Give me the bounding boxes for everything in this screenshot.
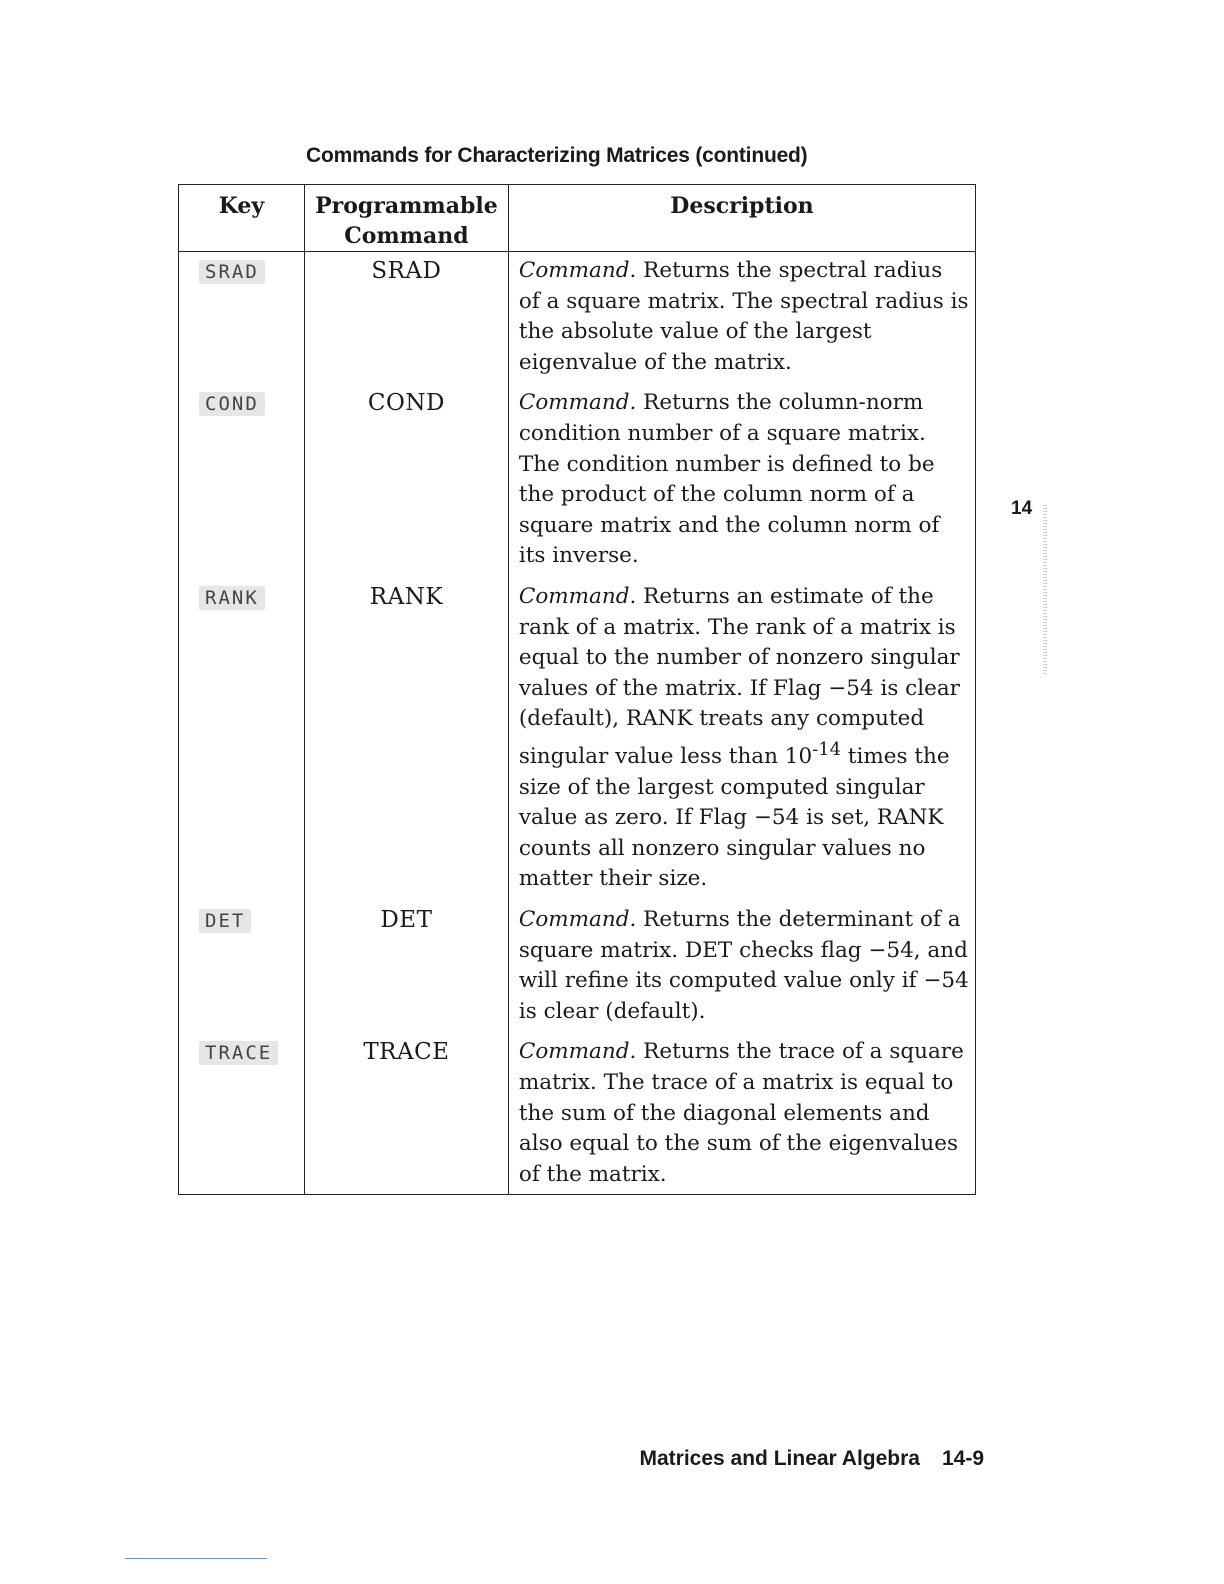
command-kind: Command. [518,1039,637,1065]
command-kind: Command. [518,907,637,933]
commands-table [178,184,976,1195]
command-name: SRAD [304,252,508,385]
header-command-line2: Command [344,223,469,249]
exponent: -14 [812,738,841,760]
header-row [179,185,976,252]
page-number: 14-9 [941,1447,984,1470]
table-row [179,901,976,1033]
description-text: Returns an estimate of the rank of a matrix. The rank of a matrix is equal to the number of nonzero singular values of the matrix. If Flag −54 is clear (default), RANK treats any computed singular value less than 10 [518,583,960,770]
description-cell [508,252,975,385]
softkey-trace[interactable]: TRACE [199,1041,278,1065]
command-kind: Command. [518,258,637,283]
softkey-srad[interactable]: SRAD [199,260,265,284]
description-text-continued: times the size of the largest computed singular value as zero. If Flag −54 is set, RANK counts all nonzero singular values no matter their size. [518,744,950,892]
description-text: Returns the spectral radius of a square matrix. The spectral radius is the absolute value of the largest eigenvalue of the matrix. [518,258,969,375]
command-name: COND [304,384,508,578]
description-text: Returns the column-norm condition number of a square matrix. The condition number is defined to be the product of the column norm of a square matrix and the column norm of its inverse. [518,390,940,569]
page-footer [639,1447,984,1471]
command-name: DET [304,901,508,1033]
description-text: Returns the determinant of a square matrix. DET checks flag −54, and will refine its computed value only if −54 is clear (default). [518,907,969,1024]
softkey-rank[interactable]: RANK [199,586,265,610]
softkey-det[interactable]: DET [199,909,251,933]
chapter-tab-strip [1043,505,1047,675]
table-row [179,1033,976,1194]
chapter-tab: 14 [1011,498,1033,519]
description-text: Returns the trace of a square matrix. The trace of a matrix is equal to the sum of the diagonal elements and also equal to the sum of the eigenvalues of the matrix. [518,1039,964,1187]
header-description: Description [508,185,975,252]
command-name: TRACE [304,1033,508,1194]
softkey-cond[interactable]: COND [199,392,265,416]
command-name: RANK [304,578,508,901]
header-command [304,185,508,252]
command-kind: Command. [518,390,637,416]
table-row [179,578,976,901]
table-row [179,384,976,578]
table-row [179,252,976,385]
footer-section-title: Matrices and Linear Algebra [639,1447,920,1470]
description-cell [508,1033,975,1194]
bottom-rule [125,1558,267,1559]
header-command-line1: Programmable [315,193,498,219]
table-title: Commands for Characterizing Matrices (continued) [306,144,808,167]
command-kind: Command. [518,583,637,609]
header-key: Key [179,185,305,252]
description-cell [508,384,975,578]
description-cell [508,901,975,1033]
description-cell [508,578,975,901]
